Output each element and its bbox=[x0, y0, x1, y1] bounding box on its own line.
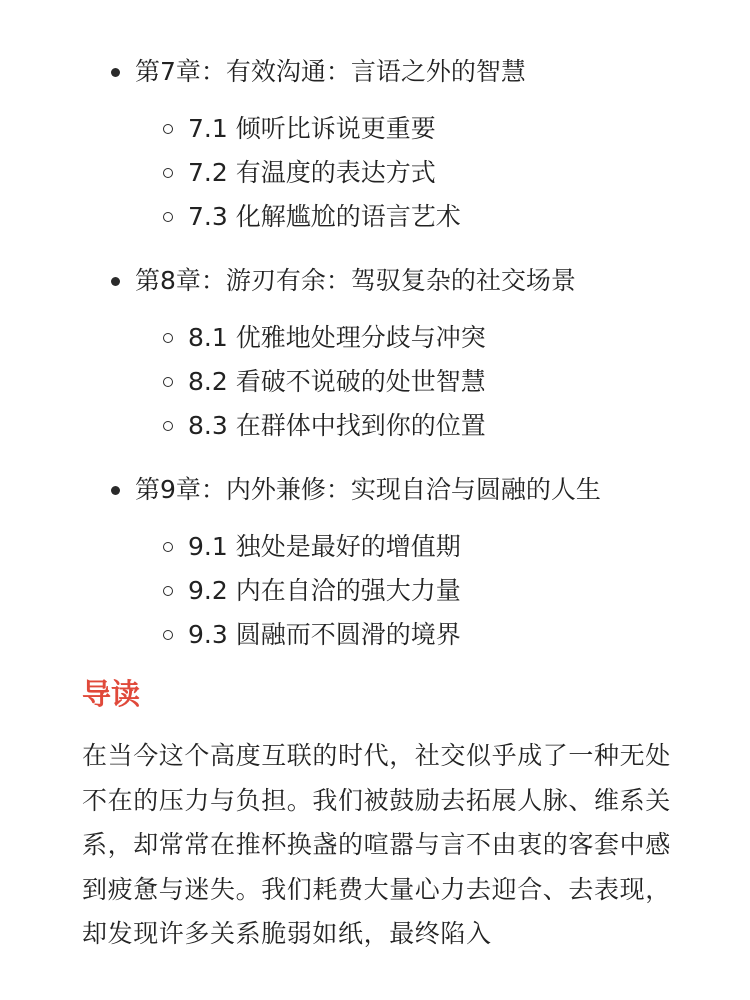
intro-heading: 导读 bbox=[82, 677, 141, 711]
chapter-title: 第9章：内外兼修：实现自洽与圆融的人生 bbox=[135, 475, 601, 504]
table-of-contents bbox=[0, 52, 750, 657]
intro-paragraph: 在当今这个高度互联的时代，社交似乎成了一种无处不在的压力与负担。我们被鼓励去拓展人脉、维系关系，却常常在推杯换盏的喧嚣与言不由衷的客套中感到疲惫与迷失。我们耗费大量心力去迎合、去表现，却发现许多关系脆弱如纸，最终陷入 bbox=[82, 741, 671, 948]
list-item bbox=[0, 316, 750, 360]
bullet-circle-icon bbox=[163, 586, 173, 596]
section-list bbox=[0, 525, 750, 657]
bullet-dot-icon bbox=[111, 68, 120, 77]
list-item bbox=[0, 107, 750, 151]
bullet-circle-icon bbox=[163, 212, 173, 222]
chapter-heading bbox=[0, 470, 750, 510]
bullet-circle-icon bbox=[163, 542, 173, 552]
chapter-heading bbox=[0, 52, 750, 92]
bullet-circle-icon bbox=[163, 168, 173, 178]
list-item bbox=[0, 151, 750, 195]
bullet-circle-icon bbox=[163, 630, 173, 640]
list-item bbox=[0, 569, 750, 613]
list-item bbox=[0, 404, 750, 448]
section-title: 9.2 内在自洽的强大力量 bbox=[188, 576, 461, 605]
chapter-title: 第7章：有效沟通：言语之外的智慧 bbox=[135, 57, 526, 86]
list-item bbox=[0, 195, 750, 239]
section-title: 7.2 有温度的表达方式 bbox=[188, 158, 436, 187]
chapter-title: 第8章：游刃有余：驾驭复杂的社交场景 bbox=[135, 266, 576, 295]
bullet-circle-icon bbox=[163, 124, 173, 134]
bullet-dot-icon bbox=[111, 277, 120, 286]
bullet-dot-icon bbox=[111, 486, 120, 495]
list-item bbox=[0, 525, 750, 569]
chapter-9 bbox=[0, 470, 750, 657]
bullet-circle-icon bbox=[163, 333, 173, 343]
chapter-7 bbox=[0, 52, 750, 239]
section-title: 8.2 看破不说破的处世智慧 bbox=[188, 367, 486, 396]
section-title: 9.1 独处是最好的增值期 bbox=[188, 532, 461, 561]
list-item bbox=[0, 613, 750, 657]
section-title: 9.3 圆融而不圆滑的境界 bbox=[188, 620, 461, 649]
section-title: 8.1 优雅地处理分歧与冲突 bbox=[188, 323, 486, 352]
bullet-circle-icon bbox=[163, 421, 173, 431]
bullet-circle-icon bbox=[163, 377, 173, 387]
chapter-8 bbox=[0, 261, 750, 448]
section-title: 8.3 在群体中找到你的位置 bbox=[188, 411, 486, 440]
chapter-heading bbox=[0, 261, 750, 301]
section-title: 7.1 倾听比诉说更重要 bbox=[188, 114, 436, 143]
section-title: 7.3 化解尴尬的语言艺术 bbox=[188, 202, 461, 231]
section-list bbox=[0, 107, 750, 239]
list-item bbox=[0, 360, 750, 404]
section-list bbox=[0, 316, 750, 448]
